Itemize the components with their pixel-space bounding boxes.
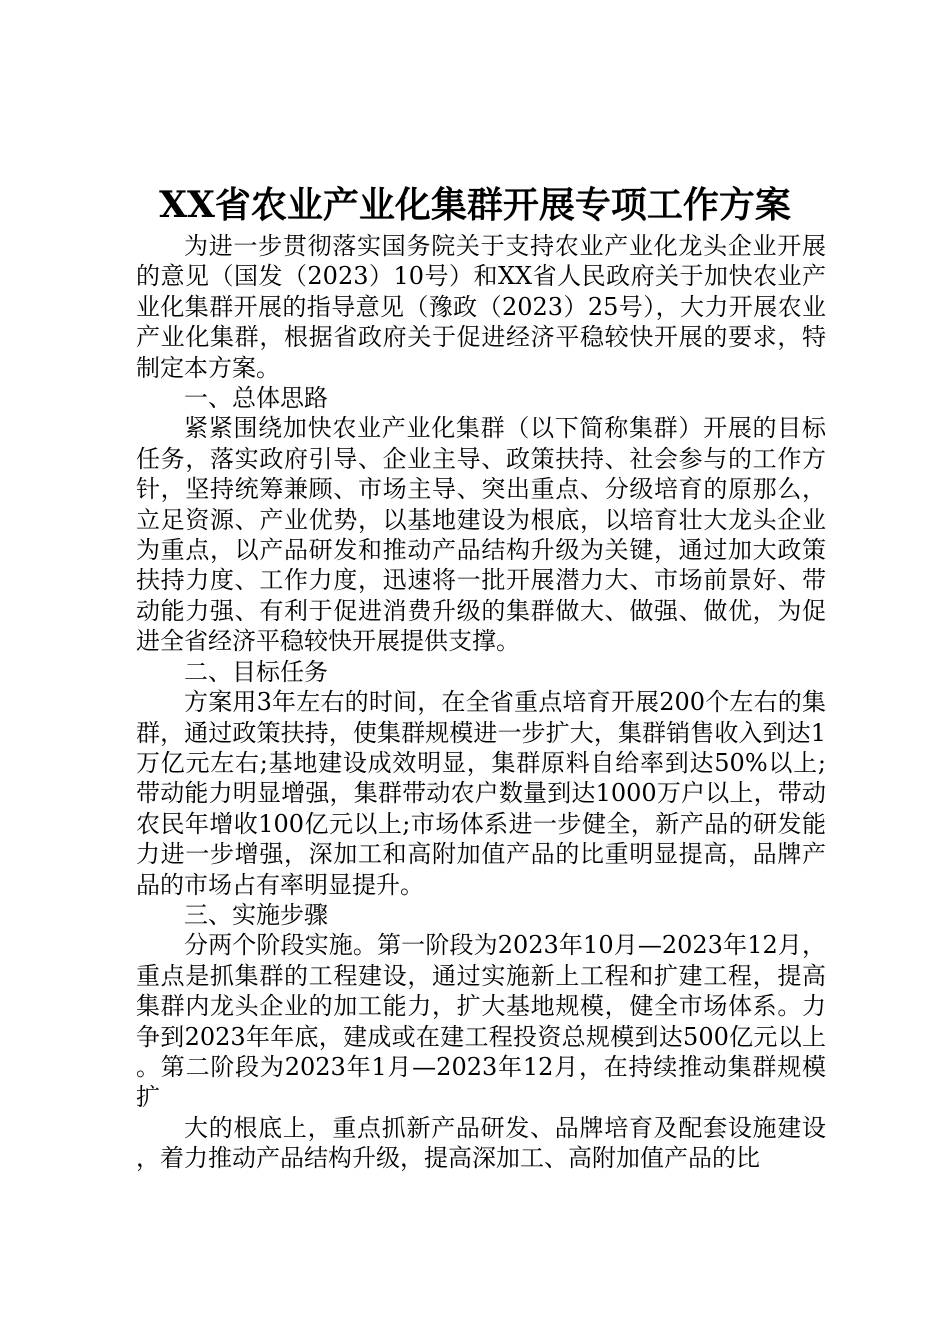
heading-goals: 二、目标任务	[184, 657, 328, 686]
paragraph-implementation-steps: 分两个阶段实施。第一阶段为2023年10月—2023年12月，重点是抓集群的工程建设，通过实施新上工程和扩建工程，提高集群内龙头企业的加工能力，扩大基地规模，健全市场体系。力争到2023年年底，建成或在建工程投资总规模到达500亿元以上。第二阶段为2023年1月—2023年12月，在持续推动集群规模扩	[136, 931, 826, 1112]
document-body	[136, 231, 826, 1174]
heading-overall-approach: 一、总体思路	[184, 384, 328, 413]
paragraph-goals: 方案用3年左右的时间，在全省重点培育开展200个左右的集群，通过政策扶持，使集群规模进一步扩大，集群销售收入到达1万亿元左右;基地建设成效明显，集群原料自给率到达50%以上;带动能力明显增强，集群带动农户数量到达1000万户以上，带动农民年增收100亿元以上;市场体系进一步健全，新产品的研发能力进一步增强，深加工和高附加值产品的比重明显提高，品牌产品的市场占有率明显提升。	[136, 688, 826, 899]
paragraph-intro: 为进一步贯彻落实国务院关于支持农业产业化龙头企业开展的意见（国发（2023）10号）和XX省人民政府关于加快农业产业化集群开展的指导意见（豫政（2023）25号），大力开展农业产业化集群，根据省政府关于促进经济平稳较快开展的要求，特制定本方案。	[136, 232, 826, 382]
heading-implementation-steps: 三、实施步骤	[184, 900, 328, 929]
paragraph-implementation-continued: 大的根底上，重点抓新产品研发、品牌培育及配套设施建设，着力推动产品结构升级，提高深加工、高附加值产品的比	[136, 1113, 826, 1173]
paragraph-overall-approach: 紧紧围绕加快农业产业化集群（以下简称集群）开展的目标任务，落实政府引导、企业主导、政策扶持、社会参与的工作方针，坚持统筹兼顾、市场主导、突出重点、分级培育的原那么，立足资源、产业优势，以基地建设为根底，以培育壮大龙头企业为重点，以产品研发和推动产品结构升级为关键，通过加大政策扶持力度、工作力度，迅速将一批开展潜力大、市场前景好、带动能力强、有利于促进消费升级的集群做大、做强、做优，为促进全省经济平稳较快开展提供支撑。	[136, 414, 826, 656]
document-title: XX省农业产业化集群开展专项工作方案	[159, 184, 791, 226]
